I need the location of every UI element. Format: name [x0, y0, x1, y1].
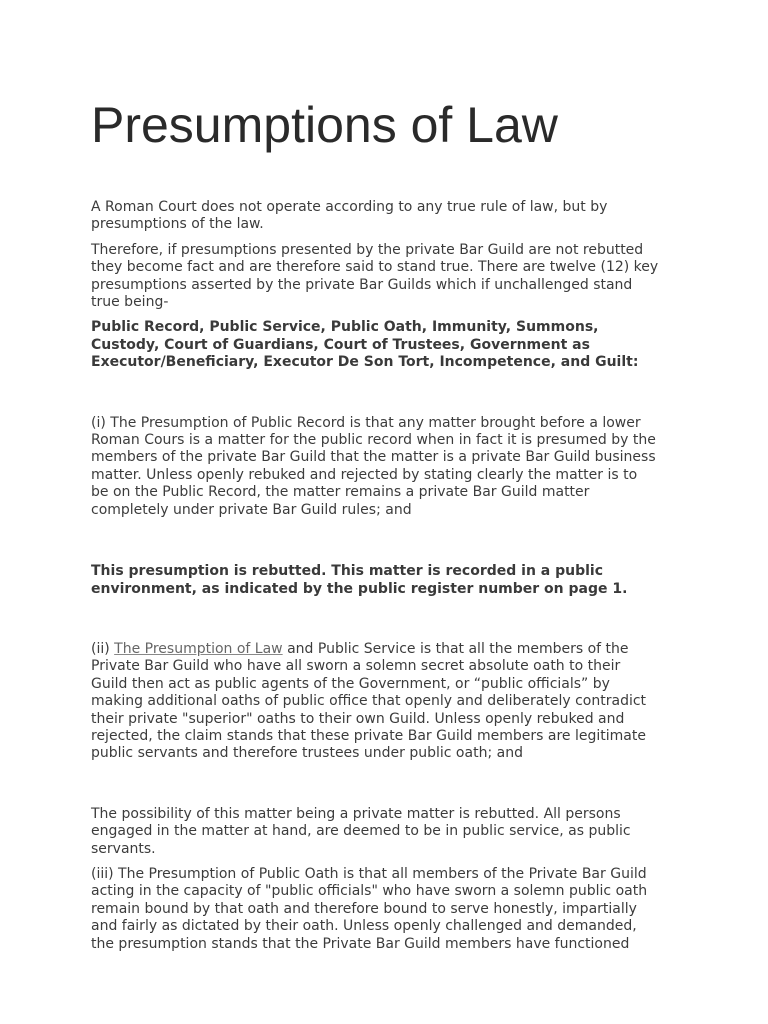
text-line: Custody, Court of Guardians, Court of Trustees, Government as	[91, 336, 590, 353]
text-line: A Roman Court does not operate according to any true rule of law, but by	[91, 199, 608, 215]
text-span: and Public Service is that all the members of the	[282, 640, 629, 657]
paragraph-therefore	[91, 242, 691, 312]
text-line: presumptions of the law.	[91, 216, 264, 233]
text-line: rejected, the claim stands that these private Bar Guild members are legitimate	[91, 727, 646, 744]
text-line: members of the private Bar Guild that the matter is a private Bar Guild business	[91, 449, 656, 466]
text-line: acting in the capacity of "public officials" who have sworn a solemn public oath	[91, 883, 648, 900]
paragraph-presumption-list	[91, 319, 691, 371]
text-line: the presumption stands that the Private Bar Guild members have functioned	[91, 935, 630, 952]
item-number: (ii)	[91, 640, 115, 657]
text-line: remain bound by that oath and therefore bound to serve honestly, impartially	[91, 900, 637, 917]
text-line: and fairly as dictated by their oath. Unless openly challenged and demanded,	[91, 918, 637, 935]
text-line: (i) The Presumption of Public Record is that any matter brought before a lower	[91, 414, 641, 431]
text-line: Guild then act as public agents of the Government, or “public officials” by	[91, 675, 610, 692]
text-line: their private "superior" oaths to their own Guild. Unless openly rebuked and	[91, 710, 625, 727]
text-line: This presumption is rebutted. This matter is recorded in a public	[91, 563, 604, 580]
paragraph-public-record	[91, 415, 691, 519]
paragraph-public-oath	[91, 866, 691, 953]
text-line: engaged in the matter at hand, are deemed to be in public service, as public	[91, 823, 631, 840]
text-line: making additional oaths of public office that openly and deliberately contradict	[91, 693, 647, 710]
text-line: Private Bar Guild who have all sworn a solemn secret absolute oath to their	[91, 658, 621, 675]
text-line: servants.	[91, 840, 156, 857]
paragraph-intro	[91, 199, 691, 234]
document-body	[91, 199, 691, 953]
text-line	[91, 641, 691, 658]
text-line: true being-	[91, 294, 169, 311]
paragraph-public-service-rebuttal	[91, 806, 691, 858]
text-line: Executor/Beneficiary, Executor De Son Tort, Incompetence, and Guilt:	[91, 354, 639, 371]
text-line: matter. Unless openly rebuked and rejected by stating clearly the matter is to	[91, 466, 638, 483]
text-line: completely under private Bar Guild rules; and	[91, 501, 412, 518]
presumption-of-law-link[interactable]: The Presumption of Law	[114, 640, 283, 657]
paragraph-public-service	[91, 641, 691, 763]
text-line: Roman Cours is a matter for the public record when in fact it is presumed by the	[91, 432, 656, 449]
text-line: The possibility of this matter being a private matter is rebutted. All persons	[91, 805, 621, 822]
text-line: Therefore, if presumptions presented by the private Bar Guild are not rebutted	[91, 241, 644, 258]
text-line: public servants and therefore trustees under public oath; and	[91, 745, 523, 762]
text-line: (iii) The Presumption of Public Oath is that all members of the Private Bar Guild	[91, 865, 647, 882]
text-line: presumptions asserted by the private Bar Guilds which if unchallenged stand	[91, 276, 633, 293]
paragraph-public-record-rebuttal	[91, 563, 691, 598]
text-line: environment, as indicated by the public register number on page 1.	[91, 580, 628, 597]
text-line: be on the Public Record, the matter remains a private Bar Guild matter	[91, 484, 590, 501]
text-line: they become fact and are therefore said to stand true. There are twelve (12) key	[91, 259, 659, 276]
text-line: Public Record, Public Service, Public Oath, Immunity, Summons,	[91, 319, 599, 336]
page-title: Presumptions of Law	[91, 97, 558, 153]
